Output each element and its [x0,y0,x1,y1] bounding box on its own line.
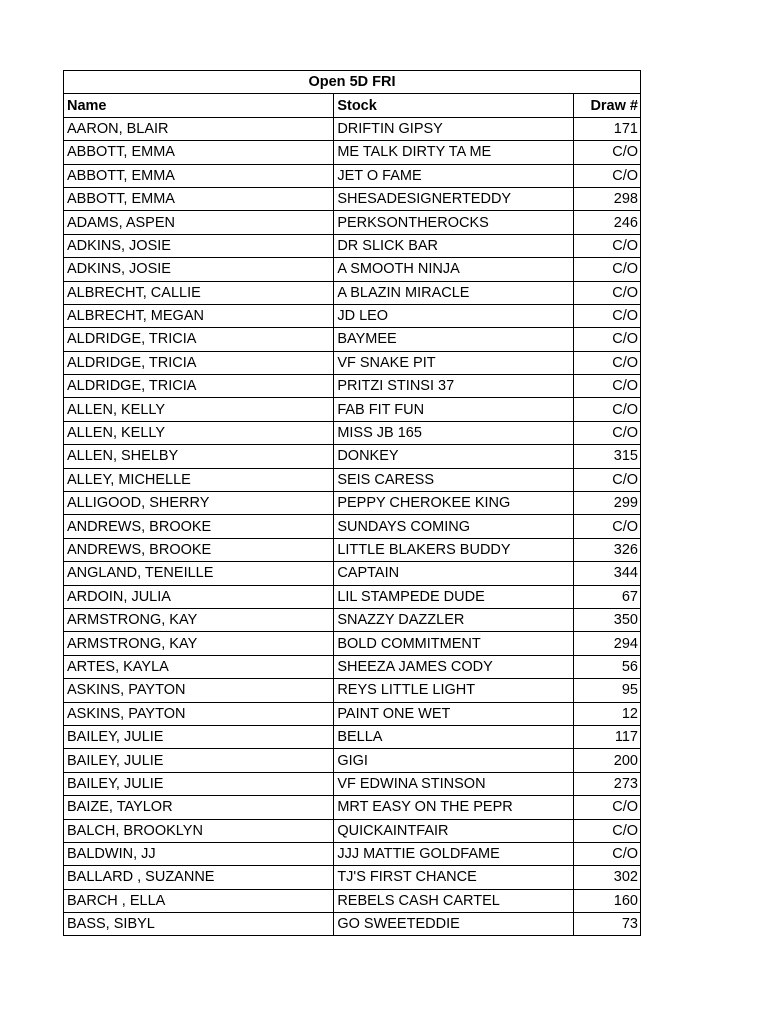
cell-stock: PAINT ONE WET [334,702,574,725]
table-row [64,234,641,257]
cell-stock: LITTLE BLAKERS BUDDY [334,538,574,561]
table-header [64,71,641,118]
cell-stock: BOLD COMMITMENT [334,632,574,655]
table-row [64,842,641,865]
cell-stock: JJJ MATTIE GOLDFAME [334,842,574,865]
table-row [64,164,641,187]
cell-stock: LIL STAMPEDE DUDE [334,585,574,608]
cell-draw: C/O [574,351,641,374]
table-row [64,375,641,398]
cell-stock: DRIFTIN GIPSY [334,117,574,140]
cell-name: ARMSTRONG, KAY [64,632,334,655]
cell-draw: C/O [574,164,641,187]
cell-stock: REBELS CASH CARTEL [334,889,574,912]
table-row [64,211,641,234]
cell-draw: 95 [574,679,641,702]
cell-draw: 326 [574,538,641,561]
column-header-name: Name [64,94,334,117]
cell-stock: VF SNAKE PIT [334,351,574,374]
cell-draw: 302 [574,866,641,889]
cell-stock: VF EDWINA STINSON [334,772,574,795]
cell-name: ADAMS, ASPEN [64,211,334,234]
cell-draw: 344 [574,562,641,585]
cell-draw: 56 [574,655,641,678]
table-row [64,538,641,561]
cell-name: ARTES, KAYLA [64,655,334,678]
table-row [64,796,641,819]
table-row [64,304,641,327]
table-row [64,398,641,421]
cell-name: ALLEN, SHELBY [64,445,334,468]
table-row [64,492,641,515]
cell-name: ADKINS, JOSIE [64,234,334,257]
cell-draw: 117 [574,725,641,748]
cell-name: ABBOTT, EMMA [64,187,334,210]
column-header-stock: Stock [334,94,574,117]
cell-stock: SUNDAYS COMING [334,515,574,538]
cell-name: AARON, BLAIR [64,117,334,140]
table-row [64,328,641,351]
cell-name: BALCH, BROOKLYN [64,819,334,842]
cell-name: BALLARD , SUZANNE [64,866,334,889]
cell-draw: 73 [574,913,641,936]
cell-stock: REYS LITTLE LIGHT [334,679,574,702]
cell-draw: C/O [574,258,641,281]
cell-draw: C/O [574,281,641,304]
cell-draw: 67 [574,585,641,608]
cell-stock: SNAZZY DAZZLER [334,608,574,631]
cell-stock: MISS JB 165 [334,421,574,444]
table-row [64,725,641,748]
cell-name: ALLEY, MICHELLE [64,468,334,491]
cell-stock: A SMOOTH NINJA [334,258,574,281]
cell-stock: BAYMEE [334,328,574,351]
table-row [64,913,641,936]
cell-draw: 350 [574,608,641,631]
table-row [64,515,641,538]
table-row [64,679,641,702]
cell-stock: QUICKAINTFAIR [334,819,574,842]
cell-draw: C/O [574,304,641,327]
cell-name: BARCH , ELLA [64,889,334,912]
cell-stock: TJ'S FIRST CHANCE [334,866,574,889]
cell-name: ARDOIN, JULIA [64,585,334,608]
table-row [64,749,641,772]
cell-draw: 273 [574,772,641,795]
cell-stock: SHESADESIGNERTEDDY [334,187,574,210]
cell-name: ALBRECHT, MEGAN [64,304,334,327]
table-row [64,819,641,842]
table-row [64,772,641,795]
sheet-title: Open 5D FRI [64,71,641,94]
cell-name: BAILEY, JULIE [64,772,334,795]
cell-name: BALDWIN, JJ [64,842,334,865]
cell-name: BAIZE, TAYLOR [64,796,334,819]
cell-name: BAILEY, JULIE [64,749,334,772]
cell-draw: C/O [574,141,641,164]
cell-draw: C/O [574,398,641,421]
table-row [64,351,641,374]
cell-draw: C/O [574,468,641,491]
cell-stock: SEIS CARESS [334,468,574,491]
cell-name: ALLIGOOD, SHERRY [64,492,334,515]
cell-draw: C/O [574,819,641,842]
title-row [64,71,641,94]
cell-name: ANDREWS, BROOKE [64,515,334,538]
cell-stock: CAPTAIN [334,562,574,585]
cell-name: ALLEN, KELLY [64,398,334,421]
cell-draw: C/O [574,796,641,819]
cell-stock: DR SLICK BAR [334,234,574,257]
cell-stock: GO SWEETEDDIE [334,913,574,936]
cell-name: BAILEY, JULIE [64,725,334,748]
cell-stock: FAB FIT FUN [334,398,574,421]
cell-name: ABBOTT, EMMA [64,164,334,187]
table-row [64,608,641,631]
table-row [64,655,641,678]
cell-draw: 315 [574,445,641,468]
cell-draw: 12 [574,702,641,725]
table-row [64,421,641,444]
cell-stock: MRT EASY ON THE PEPR [334,796,574,819]
table-row [64,445,641,468]
cell-draw: C/O [574,842,641,865]
table-row [64,258,641,281]
table-body [64,117,641,936]
cell-name: ANDREWS, BROOKE [64,538,334,561]
cell-name: ASKINS, PAYTON [64,702,334,725]
cell-stock: PEPPY CHEROKEE KING [334,492,574,515]
cell-name: ADKINS, JOSIE [64,258,334,281]
cell-name: ABBOTT, EMMA [64,141,334,164]
cell-name: ASKINS, PAYTON [64,679,334,702]
cell-stock: PRITZI STINSI 37 [334,375,574,398]
cell-draw: C/O [574,421,641,444]
cell-name: BASS, SIBYL [64,913,334,936]
table-row [64,702,641,725]
table-row [64,585,641,608]
cell-stock: PERKSONTHEROCKS [334,211,574,234]
cell-name: ALLEN, KELLY [64,421,334,444]
table-row [64,866,641,889]
cell-stock: ME TALK DIRTY TA ME [334,141,574,164]
cell-draw: 298 [574,187,641,210]
cell-draw: C/O [574,328,641,351]
cell-stock: SHEEZA JAMES CODY [334,655,574,678]
table-row [64,117,641,140]
cell-stock: GIGI [334,749,574,772]
cell-name: ALDRIDGE, TRICIA [64,375,334,398]
table-row [64,889,641,912]
cell-name: ALDRIDGE, TRICIA [64,351,334,374]
cell-draw: 200 [574,749,641,772]
cell-draw: C/O [574,515,641,538]
cell-draw: C/O [574,375,641,398]
cell-stock: JD LEO [334,304,574,327]
cell-stock: JET O FAME [334,164,574,187]
table-row [64,632,641,655]
cell-draw: 246 [574,211,641,234]
table-row [64,468,641,491]
table-row [64,562,641,585]
cell-draw: 160 [574,889,641,912]
table-row [64,281,641,304]
cell-stock: A BLAZIN MIRACLE [334,281,574,304]
table-row [64,187,641,210]
cell-name: ARMSTRONG, KAY [64,608,334,631]
cell-name: ANGLAND, TENEILLE [64,562,334,585]
column-header-draw: Draw # [574,94,641,117]
draw-sheet-table [63,70,641,936]
cell-stock: BELLA [334,725,574,748]
cell-draw: 294 [574,632,641,655]
cell-draw: C/O [574,234,641,257]
cell-stock: DONKEY [334,445,574,468]
cell-name: ALBRECHT, CALLIE [64,281,334,304]
cell-draw: 299 [574,492,641,515]
table-row [64,141,641,164]
cell-draw: 171 [574,117,641,140]
cell-name: ALDRIDGE, TRICIA [64,328,334,351]
column-header-row [64,94,641,117]
